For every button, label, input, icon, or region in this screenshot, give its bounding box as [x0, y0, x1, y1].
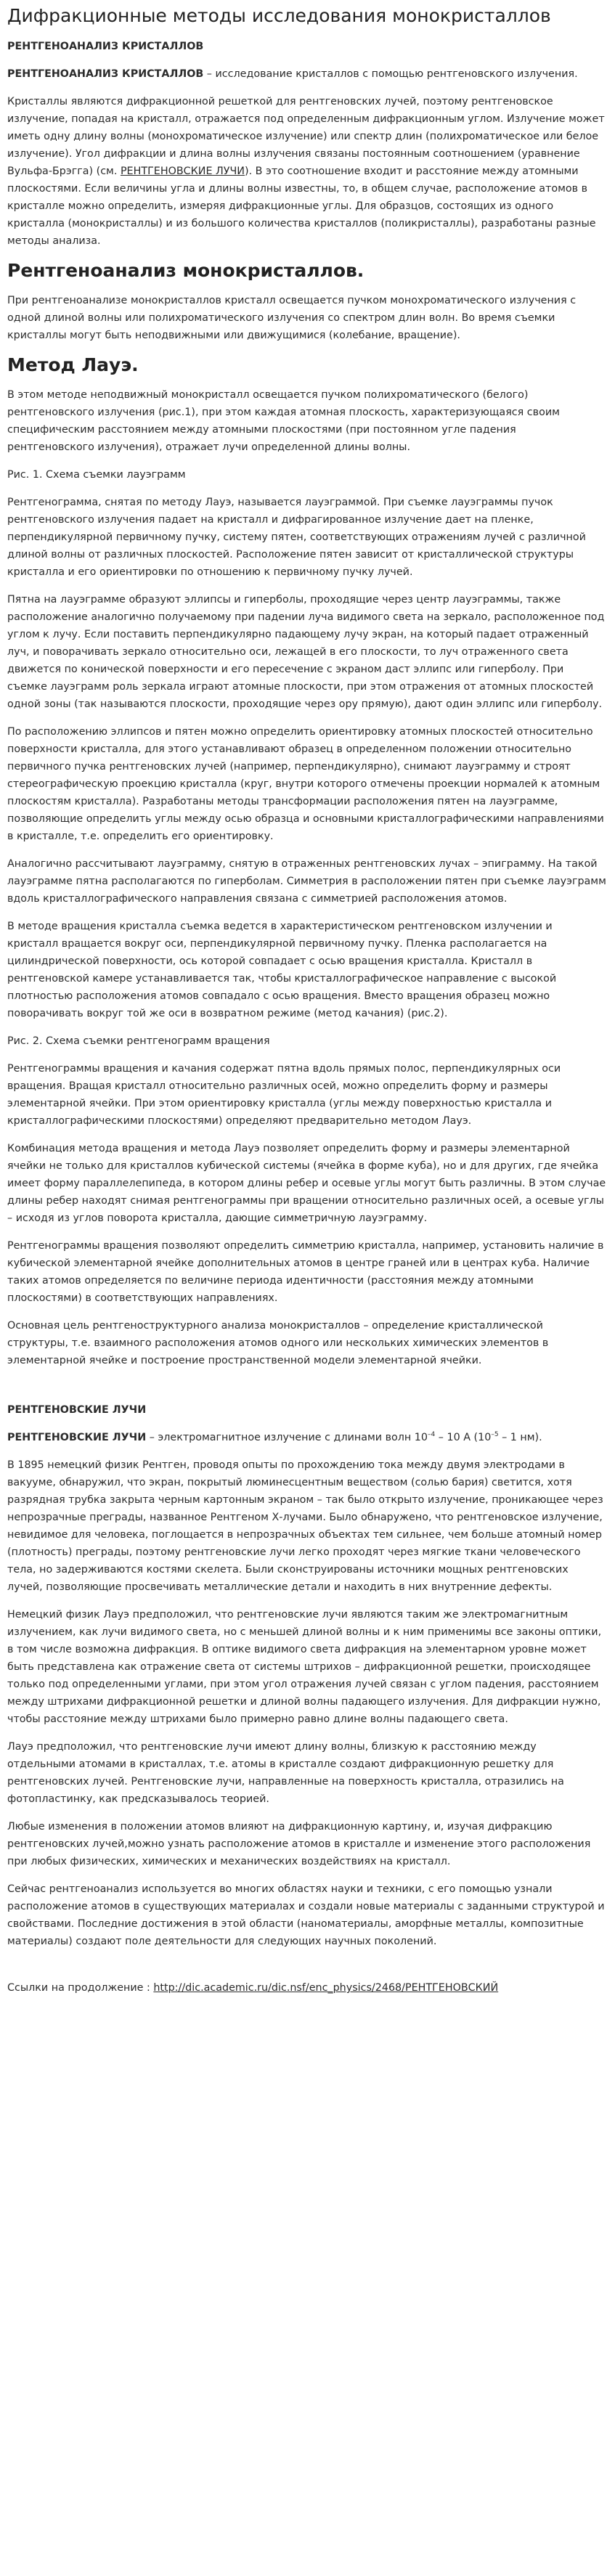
- section-caps-title: РЕНТГЕНОАНАЛИЗ КРИСТАЛЛОВ: [7, 41, 204, 52]
- figure-caption: Рис. 1. Схема съемки лауэграмм: [7, 469, 186, 481]
- spacer: [7, 1379, 606, 1401]
- monocrystal-paragraph: При рентгеноанализе монокристаллов кристалл освещается пучком монохроматического излучения с одной длиной волны или полихроматического излучения со спектром длин волн. Во время съемки кристаллы могут быть неподвижными или движущимися (колебание, вращение).: [7, 295, 577, 341]
- page-title: Дифракционные методы исследования монокристаллов: [7, 5, 551, 26]
- rotation-paragraph: В методе вращения кристалла съемка ведется в характеристическом рентгеновском излучении и кристалл вращается вокруг оси, перпендикулярной первичному пучку. Пленка располагается на цилиндрической поверхности, ось которой совпадает с осью вращения кристалла. Кристалл в рентгеновской камере устанавливается так, чтобы кристаллографическое направление с высокой плотностью расположения атомов совпадало с осью вращения. Вместо вращения образец можно поворачивать вокруг той же оси в возвратном режиме (метод качания) (рис.2).: [7, 921, 557, 1019]
- xray-paragraph: В 1895 немецкий физик Рентген, проводя опыты по прохождению тока между двумя электродами в вакууме, обнаружил, что экран, покрытый люминесцентным веществом (солью бария) светится, хотя разрядная трубка закрыта черным картонным экраном – так было открыто излучение, проникающее через непрозрачные преграды, названное Рентгеном Х-лучами. Было обнаружено, что рентгеновское излучение, невидимое для человека, поглощается в непрозрачных объектах тем сильнее, чем больше атомный номер (плотность) преграды, поэтому рентгеновские лучи легко проходят через мягкие ткани человеческого тела, но задерживаются костями скелета. Были сконструированы источники мощных рентгеновских лучей, позволяющие просвечивать металлические детали и находить в них внутренние дефекты.: [7, 1459, 603, 1593]
- laue-paragraph: В этом методе неподвижный монокристалл освещается пучком полихроматического (белого) рентгеновского излучения (рис.1), при этом каждая атомная плоскость, характеризующаяся своим специфическим расстоянием между атомными плоскостями (при постоянном угле падения рентгеновского излучения), отражает лучи определенной длины волны.: [7, 389, 560, 453]
- xray-definition: РЕНТГЕНОВСКИЕ ЛУЧИ – электромагнитное излучение с длинами волн $10^{-4} - 10$ А ($10^{-5} - 1$ нм).: [7, 1431, 542, 1443]
- laue-paragraph: Аналогично рассчитывают лауэграмму, снятую в отраженных рентгеновских лучах – эпиграмму. На такой лауэграмме пятна располагаются по гиперболам. Симметрия в расположении пятен при съемке лауэграмм вдоль кристаллографического направления связана с симметрией расположения атомов.: [7, 858, 606, 905]
- crystals-text-before: Кристаллы являются дифракционной решеткой для рентгеновских лучей, поэтому рентгеновское излучение, попадая на кристалл, отражается под определенным дифракционным углом. Излучение может иметь одну длину волны (монохроматическое излучение) или спектр длин (полихроматическое или белое излучение). Угол дифракции и длина волны излучения связаны постоянным соотношением (уравнение Вульфа-Брэгга) (см.: [7, 96, 605, 177]
- heading-laue-method: Метод Лауэ.: [7, 354, 139, 375]
- laue-paragraph: Рентгенограмма, снятая по методу Лауэ, называется лауэграммой. При съемке лауэграммы пучок рентгеновского излучения падает на кристалл и дифрагированное излучение дает на пленке, перпендикулярной первичному пучку, систему пятен, соответствующих отражениям лучей с различной длиной волны от различных плоскостей. Расположение пятен зависит от кристаллической структуры кристалла и его ориентировки по отношению к первичному пучку лучей.: [7, 497, 586, 578]
- section-caps-title-xray: РЕНТГЕНОВСКИЕ ЛУЧИ: [7, 1404, 147, 1416]
- rotation-paragraph: Комбинация метода вращения и метода Лауэ позволяет определить форму и размеры элементарной ячейки не только для кристаллов кубической системы (ячейка в форме куба), но и для других, где ячейка имеет форму параллелепипеда, в котором длины ребер и осевые углы могут быть различны. В этом случае длины ребер находят снимая рентгенограммы при вращении относительно различных осей, а осевые углы – исходя из углов поворота кристалла, дающие симметричную лауэграмму.: [7, 1143, 606, 1224]
- intro-text: – исследование кристаллов с помощью рентгеновского излучения.: [203, 68, 578, 80]
- xray-paragraph: Лауэ предположил, что рентгеновские лучи имеют длину волны, близкую к расстоянию между отдельными атомами в кристаллах, т.е. атомы в кристалле создают дифракционную решетку для рентгеновских лучей. Рентгеновские лучи, направленные на поверхность кристалла, отразились на фотопластинку, как предсказывалось теорией.: [7, 1741, 564, 1805]
- source-line: [7, 1979, 606, 1997]
- crystals-text-after: ). В это соотношение входит и расстояние между атомными плоскостями. Если величины угла и длины волны известны, то, в общем случае, расположение атомов в кристалле можно определить, измеряя дифракционные углы. Для образцов, состоящих из одного кристалла (монокристаллы) и из большого количества кристаллов (поликристаллы), разработаны разные методы анализа.: [7, 166, 596, 247]
- xray-paragraph: Немецкий физик Лауэ предположил, что рентгеновские лучи являются таким же электромагнитным излучением, как лучи видимого света, но с меньшей длиной волны и к ним применимы все законы оптики, в том числе возможна дифракция. В оптике видимого света дифракция на элементарном уровне может быть представлена как отражение света от системы штрихов – дифракционной решетки, происходящее только под определенными углами, при этом угол отражения лучей связан с углом падения, расстоянием между штрихами дифракционной решетки и длиной волны падающего излучения. Для дифракции нужно, чтобы расстояние между штрихами было примерно равно длине волны падающего света.: [7, 1609, 602, 1725]
- rotation-paragraph: Рентгенограммы вращения и качания содержат пятна вдоль прямых полос, перпендикулярных оси вращения. Вращая кристалл относительно различных осей, можно определить форму и размеры элементарной ячейки. При этом ориентировку кристалла (углы между поверхностью кристалла и кристаллографическими плоскостями) определяют предварительно методом Лауэ.: [7, 1063, 561, 1127]
- source-link[interactable]: http://dic.academic.ru/dic.nsf/enc_physics/2468/РЕНТГЕНОВСКИЙ: [153, 1982, 499, 1994]
- xray-paragraph: Любые изменения в положении атомов влияют на дифракционную картину, и, изучая дифракцию рентгеновских лучей,можно узнать расположение атомов в кристалле и изменение этого расположения при любых физических, химических и механических воздействиях на кристалл.: [7, 1821, 591, 1867]
- rotation-paragraph: Рентгенограммы вращения позволяют определить симметрию кристалла, например, установить наличие в кубической элементарной ячейке дополнительных атомов в центре граней или в центрах куба. Наличие таких атомов определяется по величине периода идентичности (расстояния между атомными плоскостями) в соответствующих направлениях.: [7, 1240, 604, 1304]
- crystals-paragraph: [7, 93, 606, 250]
- laue-paragraph: Пятна на лауэграмме образуют эллипсы и гиперболы, проходящие через центр лауэграммы, также расположение аналогично получаемому при падении луча видимого света на зеркало, расположенное под углом к лучу. Если поставить перпендикулярно падающему лучу экран, на который падает отраженный луч, и поворачивать зеркало относительно оси, лежащей в его плоскости, то луч отраженного света движется по конической поверхности и его пересечение с экраном даст эллипс или гиперболу. При съемке лауэграмм роль зеркала играют атомные плоскости, при этом отражения от атомных плоскостей одной зоны (так называются плоскости, проходящие через ору прямую), дают один эллипс или гиперболу.: [7, 594, 605, 710]
- heading-monocrystal-analysis: Рентгеноанализ монокристаллов.: [7, 260, 364, 281]
- figure-caption: Рис. 2. Схема съемки рентгенограмм вращения: [7, 1035, 270, 1047]
- xray-term: РЕНТГЕНОВСКИЕ ЛУЧИ: [7, 1432, 147, 1443]
- laue-paragraph: По расположению эллипсов и пятен можно определить ориентировку атомных плоскостей относительно поверхности кристалла, для этого устанавливают образец в определенном положении относительно первичного пучка рентгеновских лучей (например, перпендикулярно), снимают лауэграмму и строят стереографическую проекцию кристалла (круг, внутри которого отмечены проекции нормалей к атомным плоскостям кристалла). Разработаны методы трансформации расположения пятен на лауэграмме, позволяющие определить углы между осью образца и основными кристаллографическими направлениями в кристалле, т.е. определить его ориентировку.: [7, 726, 604, 842]
- intro-term: РЕНТГЕНОАНАЛИЗ КРИСТАЛЛОВ: [7, 68, 204, 80]
- conclusion-paragraph: Основная цель рентгеноструктурного анализа монокристаллов – определение кристаллической структуры, т.е. взаимного расположения атомов одного или нескольких химических элементов в элементарной ячейке и построение пространственной модели элементарной ячейки.: [7, 1320, 549, 1366]
- source-label: Ссылки на продолжение :: [7, 1982, 154, 1994]
- xray-link[interactable]: РЕНТГЕНОВСКИЕ ЛУЧИ: [120, 166, 245, 177]
- intro-paragraph: [7, 65, 606, 83]
- xray-paragraph: Сейчас рентгеноанализ используется во многих областях науки и техники, с его помощью узнали расположение атомов в существующих материалах и создали новые материалы с заданными структурой и свойствами. Последние достижения в этой области (наноматериалы, аморфные металлы, композитные материалы) создают поле деятельности для следующих научных поколений.: [7, 1883, 605, 1947]
